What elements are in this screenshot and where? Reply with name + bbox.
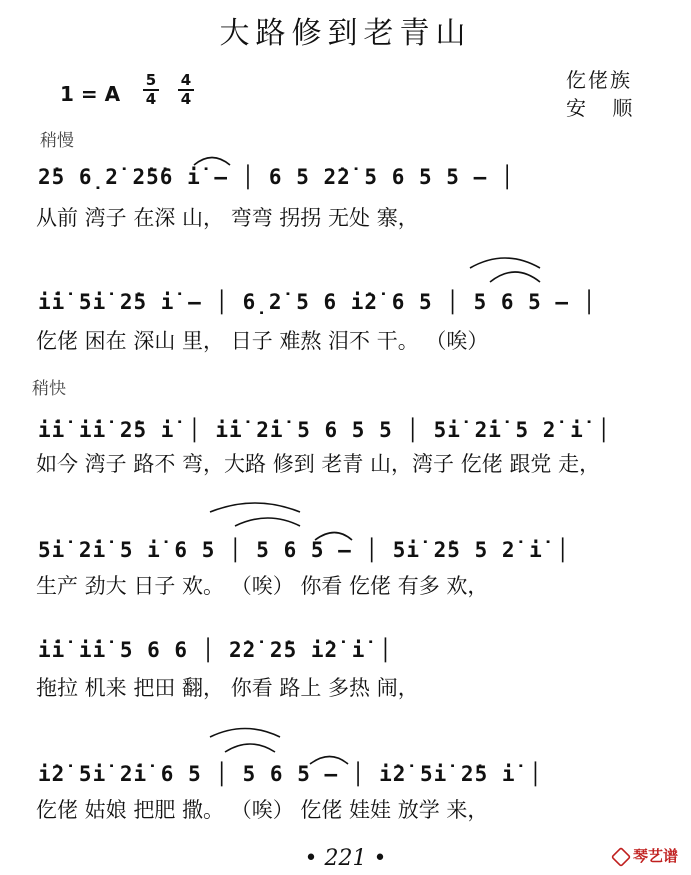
page-number: • 221 • — [304, 846, 387, 871]
slur — [235, 518, 300, 526]
meter-numerator: 4 — [180, 71, 192, 89]
meter-denominator: 4 — [143, 89, 159, 108]
slur — [210, 729, 280, 738]
watermark-logo-icon — [611, 846, 631, 866]
time-signature-5-4 — [143, 72, 159, 108]
tempo-mark-fast: 稍快 — [32, 379, 66, 399]
meter-numerator: 5 — [145, 71, 157, 89]
time-signature-4-4 — [178, 72, 194, 108]
slur — [490, 272, 540, 282]
key-signature: 1 = A — [60, 82, 121, 106]
watermark-text: 琴艺谱 — [633, 847, 679, 865]
slur — [470, 258, 540, 268]
notation-row-2: i̇i̇ 5i̇ 2̇5 i̇ – │ 6̣2̇ 5 6 i̇2̇ 6 5 │ 5 6 5 – │ — [38, 290, 597, 314]
lyric-row-5: 拖拉 机来 把田 翻， 你看 路上 多热 闹， — [36, 676, 419, 700]
watermark — [612, 845, 678, 866]
lyric-row-4: 生产 劲大 日子 欢。 （唉） 你看 仡佬 有多 欢， — [36, 574, 489, 598]
slur — [210, 503, 300, 512]
notation-row-6: i̇2̇ 5i̇ 2̇i̇ 6 5 │ 5 6 5 – │ i̇2̇ 5i̇ 2̇5 i̇ │ — [38, 762, 543, 786]
slur — [225, 744, 275, 752]
meter-denominator: 4 — [178, 89, 194, 108]
tempo-mark-slow: 稍慢 — [40, 131, 74, 151]
song-title: 大路修到老青山 — [219, 16, 472, 51]
credit-name: 安 顺 — [566, 96, 643, 120]
notation-row-3: i̇i̇ i̇i̇ 2̇5 i̇ │ i̇i̇ 2̇i̇ 5 6 5 5 │ 5i̇ 2̇i̇ 5 2̇ i̇ │ — [38, 418, 612, 442]
lyric-row-3: 如今 湾子 路不 弯，大路 修到 老青 山，湾子 仡佬 跟党 走， — [36, 452, 601, 476]
lyric-row-2: 仡佬 困在 深山 里， 日子 难熬 泪不 干。 （唉） — [36, 329, 489, 353]
notation-row-1: 2̇5 6̣2̇ 2̇5̇6 i̇ – │ 6 5 2̇2̇ 5 6 5 5 – │ — [38, 165, 515, 189]
lyric-row-6: 仡佬 姑娘 把肥 撒。 （唉） 仡佬 娃娃 放学 来， — [36, 798, 489, 822]
credit-ethnicity: 仡佬族 — [566, 68, 632, 92]
notation-row-5: i̇i̇ i̇i̇ 5 6 6 │ 2̇2̇ 2̇5 i̇2̇ i̇ │ — [38, 638, 393, 662]
lyric-row-1: 从前 湾子 在深 山， 弯弯 拐拐 无处 寨， — [36, 206, 419, 230]
notation-row-4: 5i̇ 2̇i̇ 5 i̇ 6 5 │ 5 6 5 – │ 5i̇ 2̇5 5 2̇ i̇ │ — [38, 538, 571, 562]
slur — [194, 158, 230, 166]
